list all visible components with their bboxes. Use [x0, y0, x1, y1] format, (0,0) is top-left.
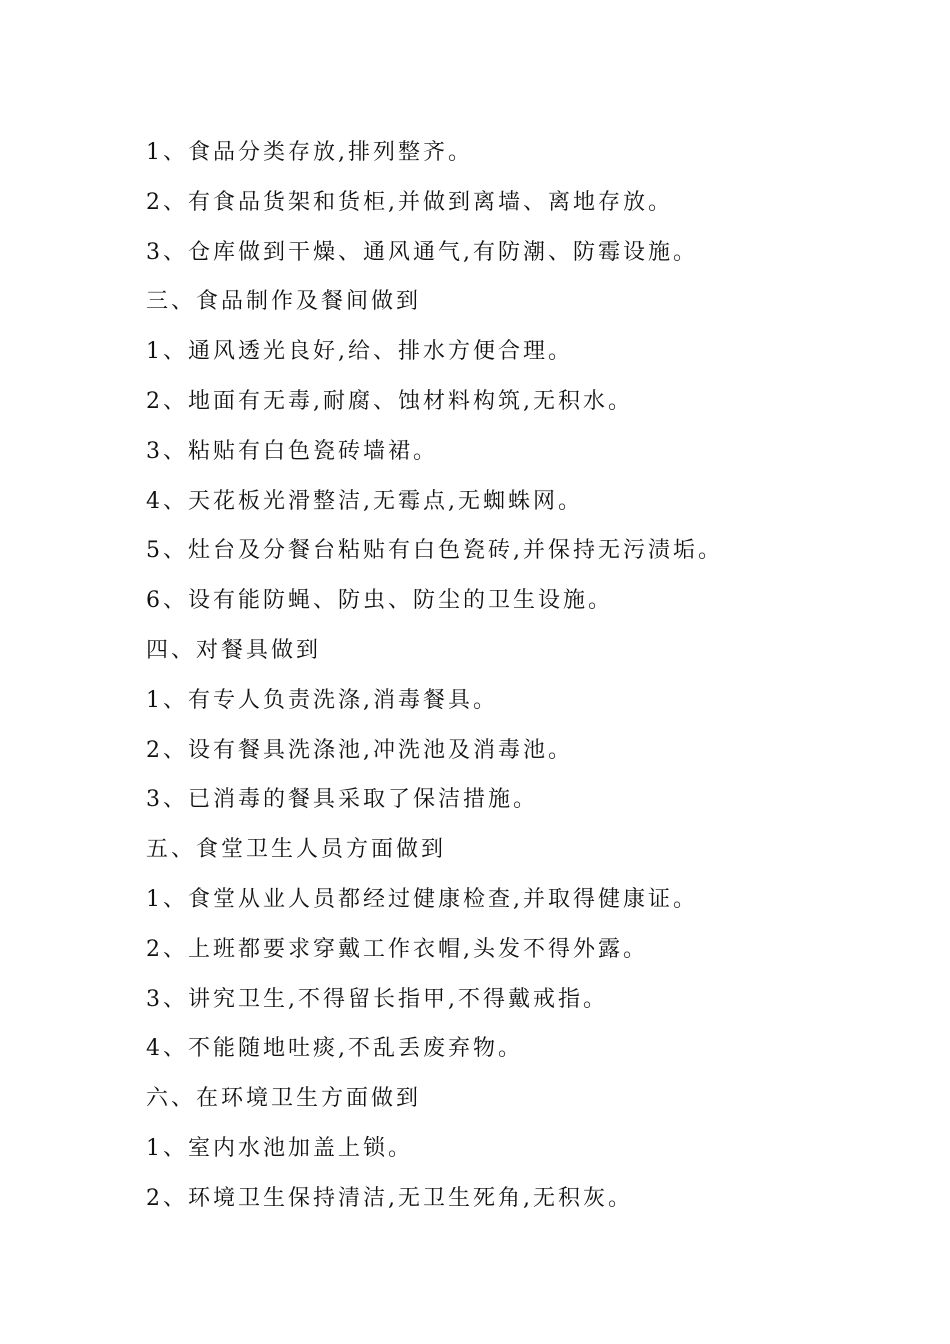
list-item: 1、有专人负责洗涤,消毒餐具。	[146, 687, 498, 713]
section-heading: 五、食堂卫生人员方面做到	[146, 837, 447, 863]
section-heading: 三、食品制作及餐间做到	[146, 289, 422, 315]
section-heading: 四、对餐具做到	[146, 637, 322, 663]
list-item: 4、不能随地吐痰,不乱丢废弃物。	[146, 1036, 523, 1062]
list-item: 1、通风透光良好,给、排水方便合理。	[146, 339, 573, 365]
list-item: 1、食品分类存放,排列整齐。	[146, 140, 473, 165]
list-item: 2、地面有无毒,耐腐、蚀材料构筑,无积水。	[146, 388, 633, 414]
list-item: 3、已消毒的餐具采取了保洁措施。	[146, 787, 538, 813]
list-item: 2、设有餐具洗涤池,冲洗池及消毒池。	[146, 737, 573, 763]
list-item: 1、食堂从业人员都经过健康检查,并取得健康证。	[146, 886, 698, 912]
section-heading: 六、在环境卫生方面做到	[146, 1086, 422, 1112]
list-item: 3、粘贴有白色瓷砖墙裙。	[146, 438, 438, 464]
list-item: 2、环境卫生保持清洁,无卫生死角,无积灰。	[146, 1185, 633, 1211]
list-item: 6、设有能防蝇、防虫、防尘的卫生设施。	[146, 588, 613, 614]
list-item: 1、室内水池加盖上锁。	[146, 1135, 413, 1161]
list-item: 4、天花板光滑整洁,无霉点,无蜘蛛网。	[146, 488, 583, 514]
list-item: 2、上班都要求穿戴工作衣帽,头发不得外露。	[146, 936, 648, 962]
list-item: 3、仓库做到干燥、通风通气,有防潮、防霉设施。	[146, 239, 698, 265]
list-item: 5、灶台及分餐台粘贴有白色瓷砖,并保持无污渍垢。	[146, 538, 723, 564]
list-item: 3、讲究卫生,不得留长指甲,不得戴戒指。	[146, 986, 608, 1012]
document-body	[146, 133, 723, 1229]
list-item: 2、有食品货架和货柜,并做到离墙、离地存放。	[146, 189, 673, 215]
